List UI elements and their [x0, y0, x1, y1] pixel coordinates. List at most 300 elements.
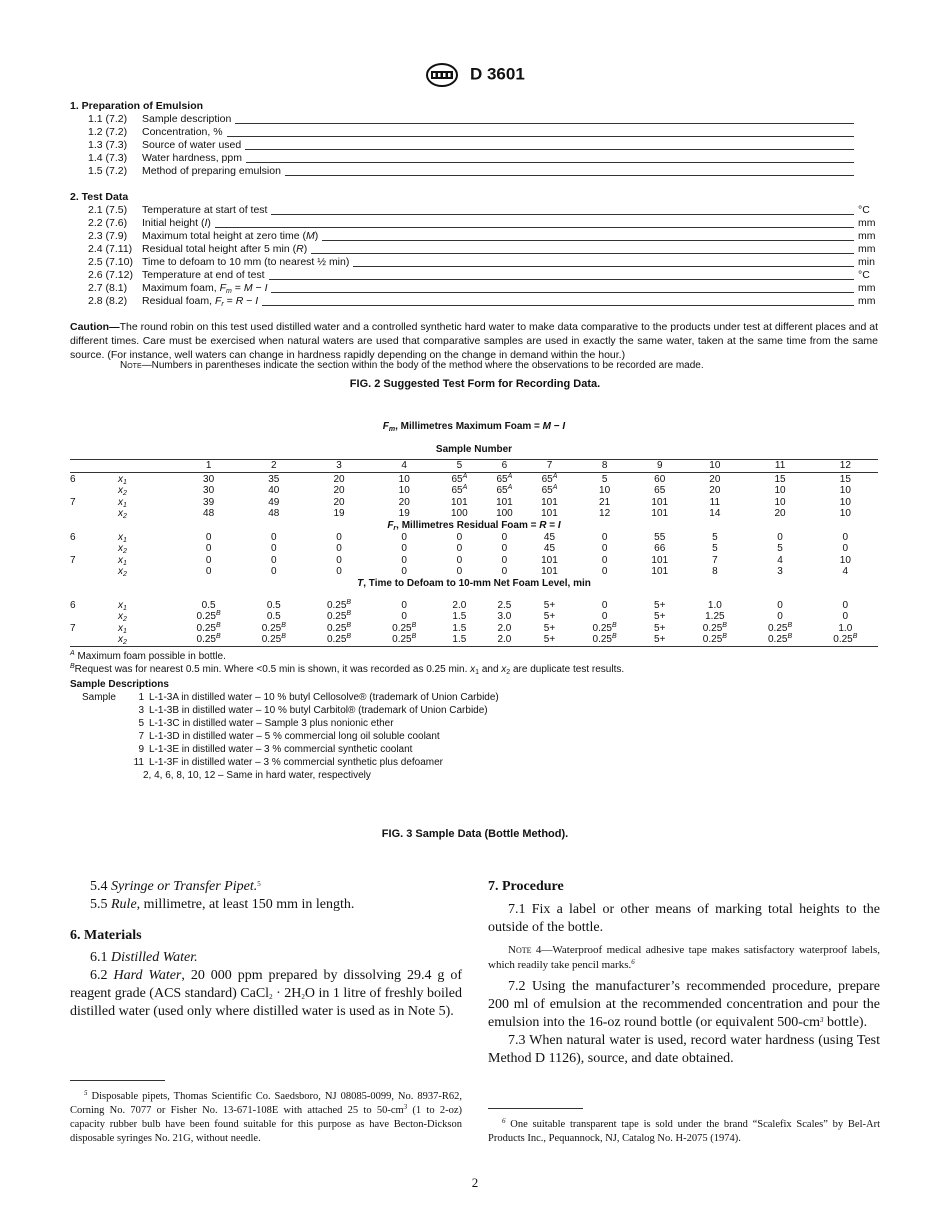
- table-row: [70, 508, 878, 520]
- table-cell: 0.5: [201, 599, 216, 611]
- table-cell: 8: [712, 566, 718, 578]
- table-cell: 0: [501, 543, 508, 555]
- table-cell: 0: [842, 531, 849, 543]
- footnote-rule-right: [488, 1108, 583, 1109]
- sample-description: 3 L-1-3B in distilled water – 10 % butyl Carbitol® (trademark of Union Carbide): [138, 704, 488, 716]
- table-cell: 5+: [654, 634, 666, 646]
- group-label: [70, 543, 118, 555]
- table-cell: 0: [205, 543, 212, 555]
- table-cell: 101: [651, 508, 669, 520]
- table-cell: 10: [774, 485, 786, 497]
- row-number: 2.4 (7.11): [88, 243, 133, 255]
- table-cell: 0: [271, 554, 277, 566]
- table-cell: 0: [205, 531, 212, 543]
- table-cell: 101: [541, 496, 558, 508]
- table-cell: 10: [839, 496, 851, 508]
- table-row: [70, 497, 878, 509]
- sample-description: Sample 1 L-1-3A in distilled water – 10 % butyl Cellosolve® (trademark of Union Carbide): [82, 691, 499, 703]
- table-cell: 0: [205, 566, 212, 578]
- table-cell: 101: [451, 496, 468, 508]
- astm-logo-icon: [425, 62, 459, 88]
- variable-label: $x_2$: [118, 634, 127, 647]
- table-cell: 0: [501, 554, 508, 566]
- variable-label: $x_1$: [118, 622, 127, 635]
- table-cell: 49: [268, 496, 280, 508]
- table-cell: 0: [271, 566, 277, 578]
- table-cell: 5: [712, 531, 718, 543]
- section1-row: [70, 139, 878, 152]
- section1-row: [70, 113, 878, 126]
- section1-row: [70, 165, 878, 178]
- table-cell: 10: [599, 485, 611, 497]
- table-cell: 0: [601, 531, 608, 543]
- sample-data-table-block: [70, 421, 878, 782]
- table-cell: 101: [496, 496, 513, 508]
- table-cell: 10: [839, 554, 851, 566]
- table-cell: 20: [398, 496, 410, 508]
- row-label: Residual foam, $F_r = R - I$: [142, 295, 259, 308]
- sample-data-table: [70, 460, 878, 646]
- table-cell: 7: [712, 554, 718, 566]
- table-cell: $0.25^B$: [326, 621, 352, 634]
- group-label: [70, 508, 118, 520]
- entry-line[interactable]: [245, 149, 854, 150]
- row-number: 1.5 (7.2): [88, 165, 128, 177]
- group-label: [70, 485, 118, 497]
- table-cell: 3.0: [497, 611, 512, 623]
- t-subheading: T, Time to Defoam to 10-mm Net Foam Level, min: [357, 577, 591, 589]
- table-cell: 100: [496, 508, 513, 520]
- section2-row: [70, 269, 878, 282]
- table-cell: 5+: [543, 622, 556, 634]
- entry-line[interactable]: [227, 136, 854, 137]
- table-cell: 0: [601, 599, 608, 611]
- group-label: 7: [70, 554, 76, 566]
- table-cell: 5: [601, 473, 608, 485]
- table-cell: 5+: [654, 611, 666, 623]
- table-cell: $0.25^B$: [196, 621, 221, 634]
- table-cell: 0: [336, 566, 342, 578]
- note-label: Note: [120, 360, 142, 371]
- table-cell: 0: [456, 566, 463, 578]
- footnote-rule-left: [70, 1080, 165, 1081]
- table-cell: $65^A$: [541, 484, 558, 497]
- table-cell: 0: [777, 611, 783, 623]
- table-cell: 48: [268, 508, 280, 520]
- variable-label: $x_1$: [118, 599, 127, 612]
- table-cell: 12: [599, 508, 611, 520]
- table-cell: 30: [203, 473, 215, 485]
- group-label: 6: [70, 473, 76, 485]
- row-number: 2.7 (8.1): [88, 282, 128, 294]
- row-number: 2.2 (7.6): [88, 217, 128, 229]
- table-cell: 5+: [654, 622, 666, 634]
- table-cell: 0: [501, 566, 508, 578]
- table-cell: 0: [601, 611, 608, 623]
- table-cell: 0: [777, 599, 783, 611]
- table-row: [70, 634, 878, 646]
- table-cell: 45: [543, 531, 556, 543]
- row-label: Method of preparing emulsion: [142, 165, 281, 177]
- entry-line[interactable]: [215, 227, 854, 228]
- section-6-heading: 6. Materials: [70, 928, 142, 943]
- table-cell: 20: [709, 485, 721, 497]
- entry-line[interactable]: [246, 162, 854, 163]
- table-cell: $0.25^B$: [592, 621, 617, 634]
- table-cell: 0: [271, 543, 277, 555]
- table-cell: 19: [398, 508, 410, 520]
- table-cell: $0.25^B$: [196, 610, 221, 623]
- section2-row: [70, 295, 878, 308]
- table-cell: 15: [839, 473, 851, 485]
- table-cell: 0: [336, 543, 342, 555]
- section2-rows: [70, 204, 878, 308]
- table-cell: 20: [333, 496, 345, 508]
- table-cell: 55: [654, 531, 666, 543]
- table-cell: $0.25^B$: [392, 621, 417, 634]
- table-cell: 0: [842, 543, 849, 555]
- table-cell: 11: [709, 496, 721, 508]
- table-cell: 65: [654, 485, 666, 497]
- table-cell: $0.25^B$: [261, 621, 286, 634]
- section1-row: [70, 126, 878, 139]
- fr-subheading: $F_r$, Millimetres Residual Foam = R = I: [387, 519, 561, 532]
- section1-title: 1. Preparation of Emulsion: [70, 100, 204, 112]
- row-label: Temperature at start of test: [142, 204, 268, 216]
- group-label: 7: [70, 622, 76, 634]
- table-cell: 3: [777, 566, 783, 578]
- table-cell: 0: [336, 554, 342, 566]
- row-label: Initial height (I): [142, 217, 211, 229]
- entry-line[interactable]: [322, 240, 854, 241]
- column-header: 6: [501, 460, 508, 471]
- table-cell: $0.25^B$: [592, 633, 617, 646]
- table-cell: 5+: [654, 599, 666, 611]
- row-label: Maximum total height at zero time (M): [142, 230, 319, 242]
- column-header: 10: [709, 460, 721, 471]
- table-cell: 0: [271, 531, 277, 543]
- table-cell: 2.0: [497, 634, 512, 646]
- table-cell: 19: [333, 508, 345, 520]
- table-row: [70, 600, 878, 612]
- section2-row: [70, 230, 878, 243]
- table-cell: 48: [203, 508, 215, 520]
- group-label: [70, 566, 118, 578]
- table-cell: 2.0: [497, 622, 512, 634]
- para-7-1: 7.1 Fix a label or other means of marking total heights to the outside of the bottle.: [488, 902, 880, 935]
- table-cell: 20: [333, 485, 345, 497]
- column-header: 1: [205, 460, 212, 471]
- table-cell: 0: [777, 531, 783, 543]
- table-cell: 14: [709, 508, 721, 520]
- table-cell: $0.25^B$: [196, 633, 221, 646]
- table-cell: 5+: [543, 599, 556, 611]
- para-5-4: 5.4 Syringe or Transfer Pipet.$^5$: [90, 879, 261, 894]
- variable-label: $x_1$: [118, 554, 127, 567]
- fig3-caption: FIG. 3 Sample Data (Bottle Method).: [381, 828, 569, 840]
- table-row: [70, 566, 878, 578]
- para-5-5: 5.5 Rule, millimetre, at least 150 mm in length.: [90, 897, 355, 912]
- table-cell: 0: [401, 611, 407, 623]
- section2-row: [70, 282, 878, 295]
- table-cell: $0.25^B$: [702, 621, 727, 634]
- row-label: Water hardness, ppm: [142, 152, 242, 164]
- footnote-5: $^5$ Disposable pipets, Thomas Scientific Co. Saedsboro, NJ 08085-0099, No. 8937-R62, Corning No. 7077 or Fisher No. 13-671-108E with attached 25 to $50-cm^3$ (1 to 2-oz) capacity rubber bulb have been found suitable for this purpose as have Becton-Dickson disposable syringes No. 21G, without needle.: [70, 1089, 462, 1144]
- form-note: [120, 360, 880, 371]
- table-cell: 100: [451, 508, 468, 520]
- table-cell: $0.25^B$: [326, 598, 352, 611]
- table-cell: $65^A$: [451, 484, 468, 497]
- row-number: 2.1 (7.5): [88, 204, 128, 216]
- table-cell: 4: [777, 554, 783, 566]
- column-header: 2: [271, 460, 277, 471]
- row-label: Temperature at end of test: [142, 269, 265, 281]
- variable-label: $x_1$: [118, 531, 127, 544]
- group-label: [70, 611, 118, 623]
- sample-description: 5 L-1-3C in distilled water – Sample 3 plus nonionic ether: [138, 717, 394, 729]
- table-cell: 0: [456, 531, 463, 543]
- table-cell: 101: [651, 566, 669, 578]
- para-6-1: 6.1 Distilled Water.: [90, 950, 198, 965]
- table-cell: 60: [654, 473, 666, 485]
- variable-label: $x_2$: [118, 508, 127, 521]
- row-label: Maximum foam, $F_m = M - I$: [142, 282, 268, 295]
- test-form: [70, 100, 878, 308]
- variable-label: $x_2$: [118, 611, 127, 624]
- table-row: [70, 532, 878, 544]
- table-cell: $65^A$: [496, 484, 513, 497]
- table-cell: 40: [268, 485, 280, 497]
- table-cell: 0: [601, 554, 608, 566]
- table-cell: 10: [398, 473, 410, 485]
- table-cell: 0: [401, 599, 407, 611]
- para-6-2: 6.2 Hard Water, 20 000 ppm prepared by dissolving 29.4 g of reagent grade (ACS standard) CaCl$_2$ · $2H_2O$ in 1 litre of freshly boiled distilled water (used only where distilled water is used as in Note 5).: [70, 968, 462, 1019]
- table-cell: 5+: [543, 634, 556, 646]
- table-cell: 2.5: [497, 599, 512, 611]
- table-row: [70, 555, 878, 567]
- row-label: Source of water used: [142, 139, 242, 151]
- table-cell: $65^A$: [541, 472, 558, 485]
- row-unit: min: [858, 256, 875, 268]
- sample-desc-title: Sample Descriptions: [70, 678, 169, 690]
- column-header: 9: [656, 460, 663, 471]
- table-row: [70, 543, 878, 555]
- row-label: Concentration, %: [142, 126, 223, 138]
- column-header: 3: [336, 460, 342, 471]
- page-number: 2: [471, 1175, 479, 1190]
- row-unit: mm: [858, 230, 876, 242]
- sample-description: 2, 4, 6, 8, 10, 12 – Same in hard water, respectively: [143, 769, 371, 781]
- row-number: 1.2 (7.2): [88, 126, 128, 138]
- table-cell: 101: [651, 554, 669, 566]
- section1-rows: [70, 113, 878, 178]
- table-cell: 0.5: [266, 599, 281, 611]
- entry-line[interactable]: [285, 175, 854, 176]
- table-cell: 10: [774, 496, 786, 508]
- table-row: [70, 611, 878, 623]
- variable-label: $x_2$: [118, 543, 127, 556]
- column-header: 12: [839, 460, 851, 471]
- column-header: 5: [456, 460, 463, 471]
- row-label: Residual total height after 5 min (R): [142, 243, 308, 255]
- sample-descriptions: [70, 691, 878, 782]
- table-cell: 2.0: [452, 599, 467, 611]
- row-unit: °C: [858, 269, 870, 281]
- table-row: [70, 474, 878, 486]
- table-cell: 0.5: [266, 611, 281, 623]
- entry-line[interactable]: [311, 253, 854, 254]
- entry-line[interactable]: [353, 266, 854, 267]
- row-unit: mm: [858, 217, 876, 229]
- entry-line[interactable]: [271, 214, 854, 215]
- table-cell: $0.25^B$: [326, 610, 352, 623]
- table-cell: $0.25^B$: [261, 633, 286, 646]
- footnote-6: $^6$ One suitable transparent tape is sold under the brand “Scalefix Scales” by Bel-Art Products Inc., Pequannock, NJ, Catalog No. H-2075 (1974).: [488, 1117, 880, 1144]
- table-cell: $0.25^B$: [768, 621, 793, 634]
- table-cell: 0: [401, 566, 407, 578]
- table-cell: 45: [543, 543, 556, 555]
- table-cell: 0: [601, 543, 608, 555]
- sample-description: 9 L-1-3E in distilled water – 3 % commercial synthetic coolant: [138, 743, 413, 755]
- table-cell: 0: [456, 554, 463, 566]
- entry-line[interactable]: [269, 279, 854, 280]
- sample-description: 11 L-1-3F in distilled water – 3 % commercial synthetic plus defoamer: [133, 756, 444, 768]
- table-cell: 5+: [543, 611, 556, 623]
- column-header: 7: [546, 460, 553, 471]
- row-label: Time to defoam to 10 mm (to nearest ½ min): [142, 256, 350, 268]
- table-cell: $0.25^B$: [768, 633, 793, 646]
- section2-row: [70, 217, 878, 230]
- table-cell: 101: [541, 508, 558, 520]
- caution-label: Caution—: [70, 321, 120, 333]
- row-number: 1.3 (7.3): [88, 139, 128, 151]
- section2-row: [70, 256, 878, 269]
- table-cell: 15: [774, 473, 786, 485]
- table-cell: 0: [205, 554, 212, 566]
- table-cell: $0.25^B$: [392, 633, 417, 646]
- column-header: 11: [774, 460, 786, 471]
- table-cell: 101: [541, 554, 558, 566]
- right-column: [488, 878, 880, 1068]
- footnote-b: $^B$Request was for nearest 0.5 min. Where <0.5 min is shown, it was recorded as 0.25 min. $x_1$ and $x_2$ are duplicate test results.: [70, 662, 625, 676]
- table-cell: 1.5: [452, 611, 467, 623]
- table-cell: 0: [401, 531, 407, 543]
- table-cell: $0.25^B$: [326, 633, 352, 646]
- variable-label: $x_1$: [118, 496, 127, 509]
- table-cell: 101: [651, 496, 669, 508]
- table-row: [70, 485, 878, 497]
- table-cell: $65^A$: [496, 472, 513, 485]
- row-number: 2.5 (7.10): [88, 256, 133, 268]
- table-cell: 1.25: [705, 611, 725, 623]
- table-cell: 1.0: [838, 622, 853, 634]
- table-cell: 0: [401, 543, 407, 555]
- column-header-row: [70, 460, 878, 472]
- table-cell: 0: [842, 599, 849, 611]
- page-header: [0, 62, 950, 88]
- column-header: 8: [601, 460, 608, 471]
- section2-row: [70, 243, 878, 256]
- table-cell: $0.25^B$: [702, 633, 727, 646]
- table-cell: 20: [333, 473, 345, 485]
- para-7-3: 7.3 When natural water is used, record water hardness (using Test Method D 1126), source, and date obtained.: [488, 1033, 880, 1066]
- sample-number-label: Sample Number: [435, 444, 513, 455]
- table-row: [70, 623, 878, 635]
- table-cell: 30: [203, 485, 215, 497]
- variable-label: $x_2$: [118, 485, 127, 498]
- table-cell: 39: [203, 496, 215, 508]
- section2-title: 2. Test Data: [70, 191, 129, 203]
- section2-row: [70, 204, 878, 217]
- group-label: 7: [70, 496, 76, 508]
- section1-row: [70, 152, 878, 165]
- table-title: $F_m$, Millimetres Maximum Foam = M − I: [382, 421, 566, 433]
- table-cell: $0.25^B$: [833, 633, 858, 646]
- table-cell: 1.5: [452, 622, 467, 634]
- entry-line[interactable]: [262, 305, 854, 306]
- section-7-heading: 7. Procedure: [488, 879, 564, 894]
- table-cell: 0: [501, 531, 508, 543]
- table-cell: 20: [709, 473, 721, 485]
- row-number: 2.6 (7.12): [88, 269, 133, 281]
- row-unit: °C: [858, 204, 870, 216]
- table-cell: 21: [599, 496, 611, 508]
- entry-line[interactable]: [235, 123, 854, 124]
- table-cell: 5: [777, 543, 783, 555]
- caution-paragraph: [70, 320, 878, 362]
- row-number: 2.8 (8.2): [88, 295, 128, 307]
- row-label: Sample description: [142, 113, 232, 125]
- table-cell: 0: [336, 531, 342, 543]
- document-id: D 3601: [469, 64, 525, 84]
- row-unit: mm: [858, 295, 876, 307]
- sample-description: 7 L-1-3D in distilled water – 5 % commercial long oil soluble coolant: [138, 730, 440, 742]
- table-cell: 1.5: [452, 634, 467, 646]
- variable-label: $x_1$: [118, 473, 127, 486]
- note-text: —Numbers in parentheses indicate the section within the body of the method where the observations to be recorded are made.: [141, 360, 704, 371]
- table-cell: 10: [398, 485, 410, 497]
- note-4: Note 4—Waterproof medical adhesive tape makes satisfactory waterproof labels, which readily take pencil marks.$^6$: [488, 944, 880, 971]
- group-label: [70, 634, 118, 646]
- row-number: 2.3 (7.9): [88, 230, 128, 242]
- group-label: 6: [70, 599, 76, 611]
- column-header: 4: [401, 460, 407, 471]
- fig2-caption: FIG. 2 Suggested Test Form for Recording Data.: [349, 378, 601, 390]
- table-cell: 0: [842, 611, 849, 623]
- left-column: [70, 878, 462, 1021]
- para-7-2: 7.2 Using the manufacturer’s recommended procedure, prepare 200 ml of emulsion at the recommended concentration and pour the emulsion into the 16-oz round bottle (or equivalent $500-cm^3$ bottle).: [488, 979, 880, 1030]
- table-cell: 0: [401, 554, 407, 566]
- row-number: 1.4 (7.3): [88, 152, 128, 164]
- row-unit: mm: [858, 282, 876, 294]
- entry-line[interactable]: [271, 292, 854, 293]
- table-cell: 1.0: [707, 599, 722, 611]
- caution-text: The round robin on this test used distilled water and a controlled synthetic hard water to make data comparative to the products under test at different places and at different times. Care must be exercised when natural waters are used that comparative samples are used in exactly the same water, taken at the same time from the same source. (For instance, well waters can change in hardness rapidly depending on the change in demand within the hour.): [70, 321, 878, 361]
- table-cell: 10: [839, 485, 851, 497]
- table-cell: 5: [712, 543, 718, 555]
- row-number: 1.1 (7.2): [88, 113, 128, 125]
- table-cell: $65^A$: [451, 472, 468, 485]
- table-cell: 66: [654, 543, 666, 555]
- group-label: 6: [70, 531, 76, 543]
- table-cell: 20: [774, 508, 786, 520]
- variable-label: $x_2$: [118, 566, 127, 579]
- footnote-a: $^A$ Maximum foam possible in bottle.: [70, 649, 226, 662]
- table-cell: 35: [268, 473, 280, 485]
- table-cell: 0: [456, 543, 463, 555]
- table-cell: 0: [601, 566, 608, 578]
- row-unit: mm: [858, 243, 876, 255]
